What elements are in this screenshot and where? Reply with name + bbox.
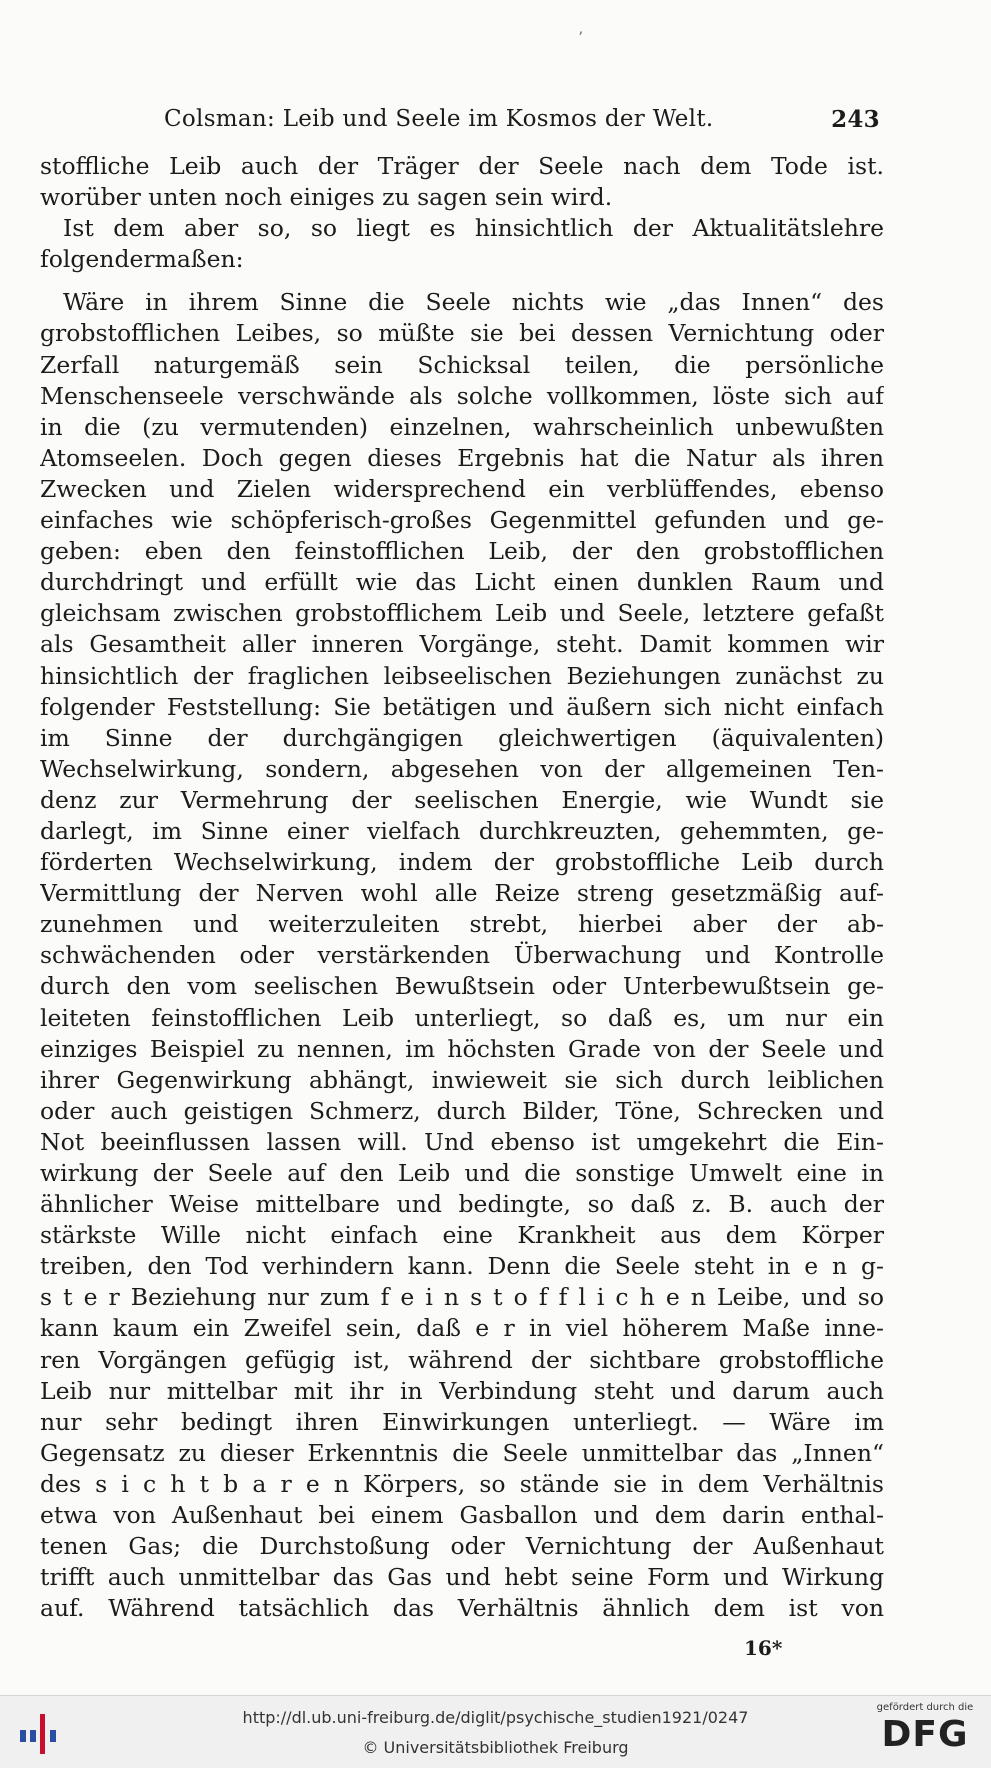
source-url-link[interactable]: http://dl.ub.uni-freiburg.de/diglit/psychische_studien1921/0247 — [242, 1708, 749, 1727]
text-line: durchdringt und erfüllt wie das Licht einen dunklen Raum und — [40, 568, 884, 597]
text-line: treiben, den Tod verhindern kann. Denn die Seele steht in e n g- — [40, 1252, 884, 1281]
text-line: gleichsam zwischen grobstofflichem Leib und Seele, letztere gefaßt — [40, 599, 884, 628]
body-text — [40, 151, 884, 1624]
dfg-logo — [871, 1702, 979, 1762]
text-line: stärkste Wille nicht einfach eine Krankheit aus dem Körper — [40, 1221, 884, 1250]
text-line: folgender Feststellung: Sie betätigen und äußern sich nicht einfach — [40, 692, 884, 721]
text-line: ren Vorgängen gefügig ist, während der sichtbare grobstoffliche — [40, 1345, 884, 1374]
text-line: zunehmen und weiterzuleiten strebt, hierbei aber der ab- — [40, 910, 884, 939]
viewer-footer — [0, 1695, 991, 1768]
text-line: einziges Beispiel zu nennen, im höchsten Grade von der Seele und — [40, 1034, 884, 1063]
sheet-signature: 16* — [744, 1636, 783, 1660]
text-line: Wechselwirkung, sondern, abgesehen von der allgemeinen Ten- — [40, 754, 884, 783]
text-line: als Gesamtheit aller inneren Vorgänge, steht. Damit kommen wir — [40, 630, 884, 659]
text-line: ihrer Gegenwirkung abhängt, inwieweit sie sich durch leiblichen — [40, 1065, 884, 1094]
text-line: worüber unten noch einiges zu sagen sein wird. — [40, 183, 613, 212]
text-line: des s i c h t b a r e n Körpers, so stände sie in dem Verhältnis — [40, 1469, 884, 1498]
running-head-title: Colsman: Leib und Seele im Kosmos der Welt. — [164, 106, 714, 132]
text-line: oder auch geistigen Schmerz, durch Bilder, Töne, Schrecken und — [40, 1096, 884, 1125]
running-head — [42, 102, 880, 142]
text-line: trifft auch unmittelbar das Gas und hebt seine Form und Wirkung — [40, 1563, 884, 1592]
text-line: kann kaum ein Zweifel sein, daß e r in viel höherem Maße inne- — [40, 1314, 884, 1343]
text-line: Wäre in ihrem Sinne die Seele nichts wie „das Innen“ des — [63, 288, 884, 317]
text-line: darlegt, im Sinne einer vielfach durchkreuzten, gehemmten, ge- — [40, 816, 884, 845]
text-line: tenen Gas; die Durchstoßung oder Vernichtung der Außenhaut — [40, 1532, 884, 1561]
text-line: Zerfall naturgemäß sein Schicksal teilen, die persönliche — [40, 350, 884, 379]
text-line: wirkung der Seele auf den Leib und die sonstige Umwelt eine in — [40, 1159, 884, 1187]
text-line: s t e r Beziehung nur zum f e i n s t o f f l i c h e n Leibe, und so — [40, 1283, 884, 1312]
text-line: einfaches wie schöpferisch-großes Gegenmittel gefunden und ge- — [40, 506, 884, 535]
text-line: schwächenden oder verstärkenden Überwachung und Kontrolle — [40, 941, 884, 970]
dfg-caption: gefördert durch die — [876, 1702, 974, 1713]
text-line: Zwecken und Zielen widersprechend ein verblüffendes, ebenso — [40, 474, 884, 503]
text-line: im Sinne der durchgängigen gleichwertigen (äquivalenten) — [40, 723, 884, 752]
text-line: Not beeinflussen lassen will. Und ebenso ist umgekehrt die Ein- — [40, 1127, 884, 1156]
text-line: leiteten feinstofflichen Leib unterliegt, so daß es, um nur ein — [40, 1003, 884, 1032]
text-line: Atomseelen. Doch gegen dieses Ergebnis hat die Natur als ihren — [40, 443, 884, 472]
copyright-notice: © Universitätsbibliothek Freiburg — [362, 1738, 629, 1757]
text-line: ähnlicher Weise mittelbare und bedingte, so daß z. B. auch der — [40, 1190, 884, 1219]
text-line: folgendermaßen: — [40, 245, 244, 274]
text-line: etwa von Außenhaut bei einem Gasballon und dem darin enthal- — [40, 1501, 884, 1530]
text-line: Ist dem aber so, so liegt es hinsichtlich der Aktualitätslehre — [63, 214, 884, 243]
text-line: Vermittlung der Nerven wohl alle Reize streng gesetzmäßig auf- — [40, 879, 884, 908]
text-line: hinsichtlich der fraglichen leibseelischen Beziehungen zunächst zu — [40, 661, 884, 690]
dfg-wordmark: DFG — [881, 1714, 969, 1755]
text-line: geben: eben den feinstofflichen Leib, der den grobstofflichen — [40, 537, 884, 566]
page-number: 243 — [831, 106, 880, 133]
text-line: nur sehr bedingt ihren Einwirkungen unterliegt. — Wäre im — [40, 1407, 884, 1436]
text-line: denz zur Vermehrung der seelischen Energie, wie Wundt sie — [40, 785, 884, 814]
text-line: förderten Wechselwirkung, indem der grobstoffliche Leib durch — [40, 848, 884, 877]
paragraph-gap — [40, 275, 884, 287]
text-line: Gegensatz zu dieser Erkenntnis die Seele unmittelbar das „Innen“ — [40, 1438, 884, 1467]
text-line: Leib nur mittelbar mit ihr in Verbindung steht und darum auch — [40, 1376, 884, 1405]
scan-mark: ʼ — [578, 30, 583, 46]
text-line: grobstofflichen Leibes, so müßte sie bei dessen Vernichtung oder — [40, 319, 884, 348]
text-line: auf. Während tatsächlich das Verhältnis ähnlich dem ist von — [40, 1594, 884, 1623]
text-line: in die (zu vermutenden) einzelnen, wahrscheinlich unbewußten — [40, 412, 884, 441]
text-line: Menschenseele verschwände als solche vollkommen, löste sich auf — [40, 381, 884, 410]
text-line: durch den vom seelischen Bewußtsein oder Unterbewußtsein ge- — [40, 972, 884, 1001]
text-line: stoffliche Leib auch der Träger der Seele nach dem Tode ist. — [40, 152, 884, 180]
